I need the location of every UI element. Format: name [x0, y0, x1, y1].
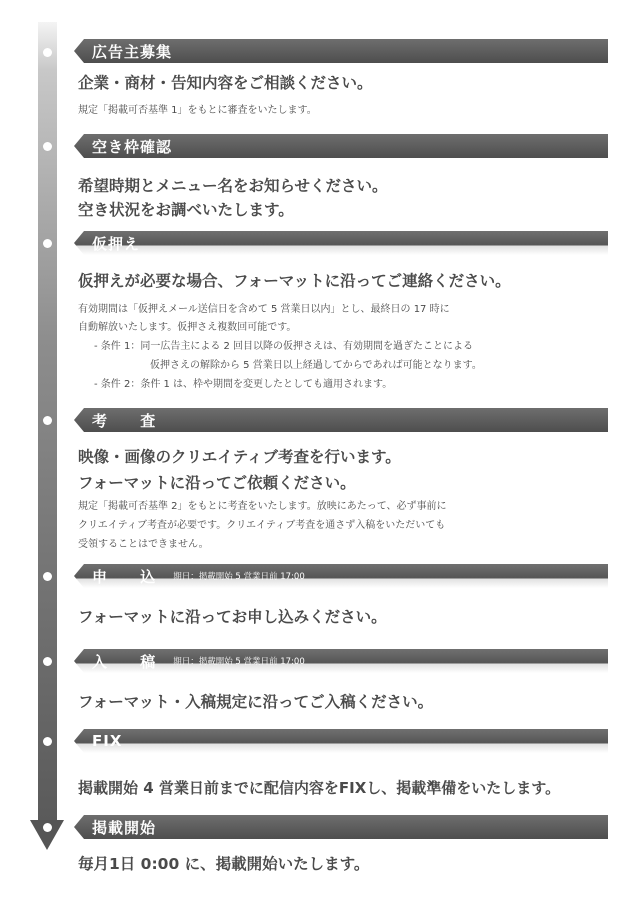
section-title: 入 稿	[92, 652, 170, 671]
section-title: 掲載開始	[92, 818, 157, 837]
section-header-advertiser-recruitment	[74, 39, 608, 63]
section-header-submission	[74, 649, 608, 673]
section-header-provisional-hold	[74, 231, 608, 255]
section-lead: フォーマット・入稿規定に沿ってご入稿ください。	[78, 693, 434, 711]
timeline-dot	[43, 823, 52, 832]
section-note-condition: 仮押さえの解除から 5 営業日以上経過してからであれば可能となります。	[150, 360, 482, 371]
section-title: 広告主募集	[92, 42, 173, 61]
section-lead: 企業・商材・告知内容をご相談ください。	[78, 74, 373, 92]
section-header-availability-check	[74, 134, 608, 158]
timeline-dot	[43, 48, 52, 57]
deadline-note: 期日：掲載開始 5 営業日前 17:00	[173, 572, 305, 582]
section-note: 規定「掲載可否基準 1」をもとに審査をいたします。	[78, 105, 317, 116]
section-title: 考 査	[92, 411, 170, 430]
section-header-publication-start	[74, 815, 608, 839]
section-title: 申 込	[92, 567, 170, 586]
section-lead: 仮押えが必要な場合、フォーマットに沿ってご連絡ください。	[78, 272, 511, 290]
section-note: クリエイティブ考査が必要です。クリエイティブ考査を通さず入稿をいただいても	[78, 520, 446, 531]
section-lead: フォーマットに沿ってご依頼ください。	[78, 474, 356, 492]
section-lead: 映像・画像のクリエイティブ考査を行います。	[78, 448, 401, 466]
timeline-dot	[43, 572, 52, 581]
section-header-fix	[74, 729, 608, 753]
section-note: 受領することはできません。	[78, 539, 209, 550]
section-title: 仮押え	[92, 234, 141, 253]
timeline-dot	[43, 142, 52, 151]
section-header-application	[74, 564, 608, 588]
section-note-condition: - 条件 2：条件 1 は、枠や期間を変更したとしても適用されます。	[94, 379, 393, 390]
section-title: FIX	[92, 732, 123, 750]
section-note: 規定「掲載可否基準 2」をもとに考査をいたします。放映にあたって、必ず事前に	[78, 501, 447, 512]
timeline-dot	[43, 416, 52, 425]
section-lead: フォーマットに沿ってお申し込みください。	[78, 608, 387, 626]
section-lead: 毎月1日 0:00 に、掲載開始いたします。	[78, 855, 370, 873]
timeline-dot	[43, 239, 52, 248]
section-note: 有効期間は「仮押えメール送信日を含めて 5 営業日以内」とし、最終日の 17 時に	[78, 304, 450, 315]
section-title: 空き枠確認	[92, 137, 173, 156]
section-lead: 希望時期とメニュー名をお知らせください。	[78, 177, 388, 195]
section-note: 自動解放いたします。仮押さえ複数回可能です。	[78, 322, 297, 333]
timeline-dot	[43, 737, 52, 746]
deadline-note: 期日：掲載開始 5 営業日前 17:00	[173, 657, 305, 667]
section-header-review	[74, 408, 608, 432]
section-note-condition: - 条件 1：同一広告主による 2 回目以降の仮押さえは、有効期間を過ぎたことによる	[94, 341, 474, 352]
section-lead: 掲載開始 4 営業日前までに配信内容をFIXし、掲載準備をいたします。	[78, 779, 561, 797]
timeline-dot	[43, 657, 52, 666]
section-lead: 空き状況をお調べいたします。	[78, 201, 294, 219]
